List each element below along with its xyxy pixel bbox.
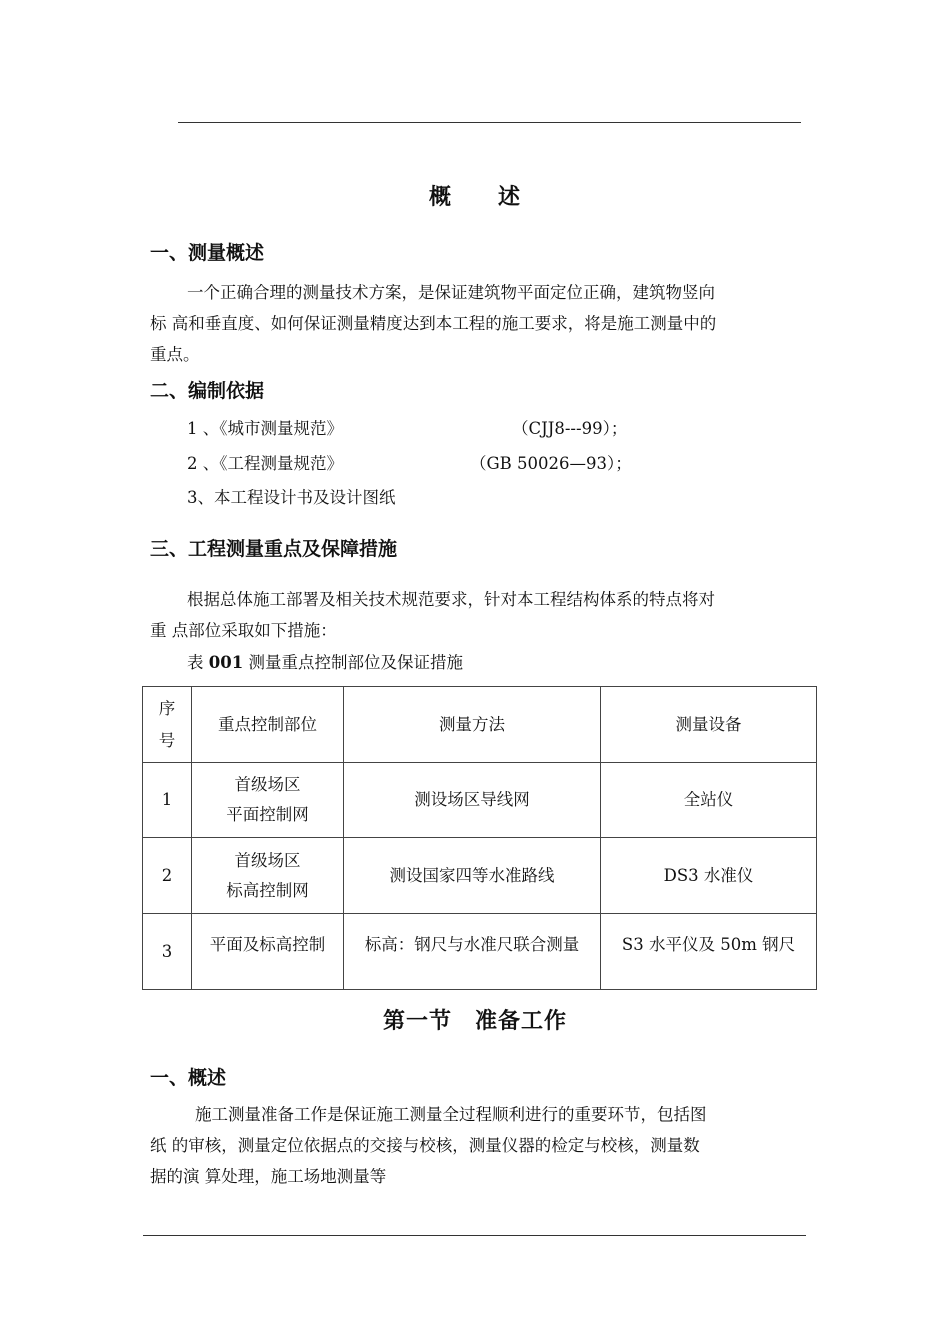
- measurement-table: [142, 686, 817, 990]
- chapter-line: 据的演 算处理，施工场地测量等: [150, 1167, 387, 1186]
- chapter-paragraph: [150, 1099, 707, 1192]
- overview-line: 标 高和垂直度、如何保证测量精度达到本工程的施工要求，将是施工测量中的: [150, 314, 717, 333]
- row-method-cell: 测设国家四等水准路线: [344, 838, 601, 914]
- header-cell-equipment: 测量设备: [601, 687, 817, 763]
- overview-line: 一个正确合理的测量技术方案，是保证建筑物平面定位正确，建筑物竖向: [187, 283, 715, 302]
- header-rule: [178, 122, 801, 123]
- table-caption-number: 001: [208, 653, 244, 672]
- row-part-line: 首级场区: [234, 850, 301, 870]
- page-title: 概 述: [428, 185, 521, 210]
- chapter-line: 纸 的审核，测量定位依据点的交接与校核，测量仪器的检定与校核，测量数: [150, 1136, 700, 1155]
- footer-rule: [143, 1235, 806, 1236]
- section-heading-key-points: 三、工程测量重点及保障措施: [150, 538, 398, 560]
- table-caption-text: 测量重点控制部位及保证措施: [243, 653, 463, 672]
- header-cell-part: 重点控制部位: [192, 687, 344, 763]
- basis-item-2: 2 、《工程测量规范》: [187, 454, 343, 473]
- basis-item-3: 3、本工程设计书及设计图纸: [187, 488, 396, 507]
- row-part-cell: 平面及标高控制: [192, 914, 344, 990]
- table-caption-prefix: 表: [187, 653, 209, 672]
- chapter-line: 施工测量准备工作是保证施工测量全过程顺利进行的重要环节，包括图: [195, 1105, 707, 1124]
- row-no-cell: 1: [143, 763, 192, 838]
- row-equipment-cell: S3 水平仪及 50m 钢尺: [601, 914, 817, 990]
- table-row: [143, 838, 817, 914]
- row-part-cell: [192, 838, 344, 914]
- row-part-cell: [192, 763, 344, 838]
- row-part-line: 标高控制网: [226, 880, 309, 900]
- overview-paragraph: [150, 277, 716, 370]
- key-points-line: 重 点部位采取如下措施：: [150, 621, 337, 640]
- chapter-title: 第一节 准备工作: [382, 1009, 567, 1034]
- chapter-section-heading: 一、概述: [150, 1067, 227, 1089]
- table-caption: [187, 647, 463, 678]
- row-equipment-cell: 全站仪: [601, 763, 817, 838]
- table-row: [143, 914, 817, 990]
- header-cell-method: 测量方法: [344, 687, 601, 763]
- basis-item-1-code: （CJJ8---99）；: [512, 419, 628, 438]
- section-heading-overview: 一、测量概述: [150, 242, 265, 264]
- row-equipment-cell: DS3 水准仪: [601, 838, 817, 914]
- row-method-cell: 测设场区导线网: [344, 763, 601, 838]
- row-method-cell: 标高：钢尺与水准尺联合测量: [344, 914, 601, 990]
- header-cell-no: 序 号: [143, 687, 192, 763]
- row-no-cell: 2: [143, 838, 192, 914]
- row-part-line: 平面控制网: [226, 805, 309, 824]
- basis-item-1: 1 、《城市测量规范》: [187, 419, 343, 438]
- key-points-paragraph: [150, 584, 715, 646]
- basis-item-2-code: （GB 50026—93）；: [470, 454, 632, 473]
- key-points-line: 根据总体施工部署及相关技术规范要求，针对本工程结构体系的特点将对: [187, 590, 715, 609]
- row-no-cell: 3: [143, 914, 192, 990]
- row-part-line: 首级场区: [234, 775, 301, 794]
- overview-line: 重点。: [150, 345, 200, 364]
- table-header-row: [143, 687, 817, 763]
- table-row: [143, 763, 817, 838]
- section-heading-basis: 二、编制依据: [150, 380, 265, 402]
